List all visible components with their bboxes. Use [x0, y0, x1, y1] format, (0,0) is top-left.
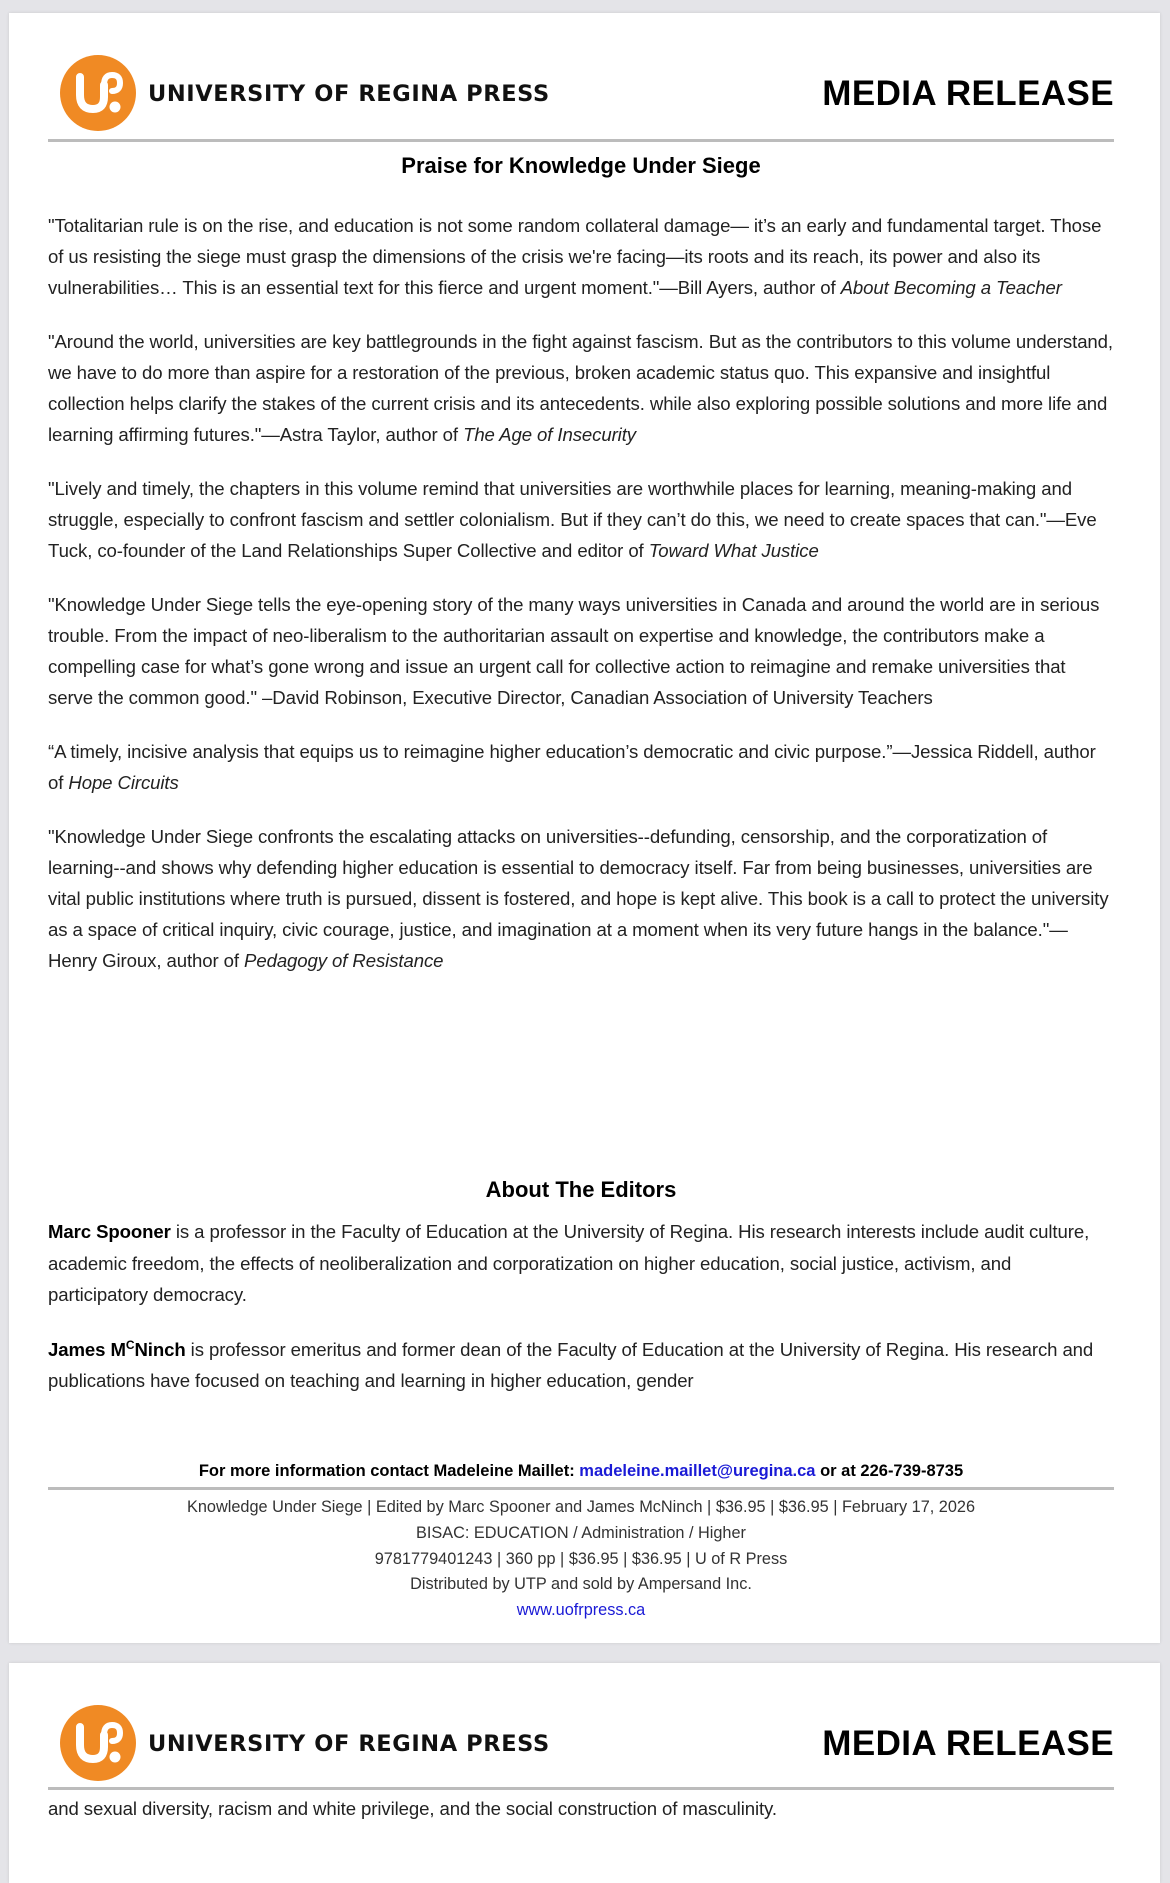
praise-quotes — [48, 210, 1114, 999]
bio-james-mcninch — [48, 1334, 1114, 1397]
quote-text: "Knowledge Under Siege confronts the escalating attacks on universities--defunding, censorship, and the corporatization of learning--and shows why defending higher education is essential to democracy itself. Far from being businesses, universities are vital public institutions where truth is pursued, dissent is fostered, and hope is kept alive. This book is a call to protect the university as a space of critical inquiry, civic courage, justice, and imagination at a moment when its very future hangs in the balance."—Henry Giroux, author of — [48, 826, 1109, 971]
press-name: UNIVERSITY OF REGINA PRESS — [148, 1731, 550, 1757]
quote-bill-ayers — [48, 210, 1114, 303]
contact-email-link[interactable]: madeleine.maillet@uregina.ca — [579, 1462, 816, 1480]
contact-phone: or at 226-739-8735 — [815, 1462, 964, 1480]
praise-section — [48, 153, 1114, 179]
bio-continuation: and sexual diversity, racism and white privilege, and the social construction of masculinity. — [48, 1798, 777, 1819]
contact-info — [48, 1462, 1114, 1481]
contact-prefix: For more information contact Madeleine Maillet: — [198, 1462, 580, 1480]
editor-name-suffix: Ninch — [134, 1338, 186, 1360]
book-summary-line: Knowledge Under Siege | Edited by Marc Spooner and James McNinch | $36.95 | $36.95 | February 17, 2026 — [186, 1498, 976, 1516]
quote-book-title: About Becoming a Teacher — [840, 277, 1062, 298]
quote-astra-taylor — [48, 326, 1114, 450]
quote-book-title: Pedagogy of Resistance — [244, 950, 444, 971]
bisac-line: BISAC: EDUCATION / Administration / Higher — [416, 1523, 746, 1542]
quote-book-title: Hope Circuits — [68, 772, 179, 793]
distribution-line: Distributed by UTP and sold by Ampersand Inc. — [410, 1575, 752, 1594]
editor-name — [48, 1339, 186, 1360]
document-page-2 — [9, 1663, 1160, 1883]
bio-text: is a professor in the Faculty of Education at the University of Regina. His research interests include audit culture, academic freedom, the effects of neoliberalization and corporatization on higher education, social justice, activism, and participatory democracy. — [48, 1221, 1090, 1305]
website-link[interactable]: www.uofrpress.ca — [516, 1601, 646, 1620]
press-name: UNIVERSITY OF REGINA PRESS — [148, 81, 550, 107]
editor-bios — [48, 1216, 1114, 1420]
up-logo-icon — [60, 1705, 136, 1781]
quote-book-title: Toward What Justice — [648, 540, 819, 561]
document-page-1 — [9, 13, 1160, 1643]
quote-text: "Knowledge Under Siege tells the eye-opening story of the many ways universities in Canada and around the world are in serious trouble. From the impact of neo-liberalism to the authoritarian assault on expertise and knowledge, the contributors make a compelling case for what’s gone wrong and issue an urgent call for collective action to reimagine and remake universities that serve the common good." –David Robinson, Executive Director, Canadian Association of University Teachers — [48, 594, 1100, 708]
quote-jessica-riddell — [48, 736, 1114, 798]
editor-name-prefix: James M — [48, 1338, 126, 1360]
quote-henry-giroux — [48, 821, 1114, 976]
isbn-line: 9781779401243 | 360 pp | $36.95 | $36.95 | U of R Press — [374, 1549, 788, 1568]
editors-title: About The Editors — [485, 1177, 677, 1202]
bio-marc-spooner — [48, 1216, 1114, 1311]
header-divider — [48, 139, 1114, 142]
quote-text: “A timely, incisive analysis that equips us to reimagine higher education’s democratic and civic purpose.”—Jessica Riddell, author of — [48, 741, 1096, 793]
page-header — [48, 13, 1114, 141]
bio-text: is professor emeritus and former dean of the Faculty of Education at the University of Regina. His research and publications have focused on teaching and learning in higher education, gender — [48, 1338, 1094, 1391]
editor-name-superscript: C — [125, 1337, 135, 1352]
quote-book-title: The Age of Insecurity — [463, 424, 636, 445]
editor-name: Marc Spooner — [48, 1221, 171, 1242]
contact-line — [48, 1462, 1114, 1481]
quote-david-robinson — [48, 589, 1114, 713]
up-logo-icon — [60, 55, 136, 131]
editors-section — [48, 1177, 1114, 1203]
page-header — [48, 1663, 1114, 1791]
continued-bio — [48, 1793, 1114, 1848]
book-details — [48, 1495, 1114, 1624]
media-release-title: MEDIA RELEASE — [822, 74, 1114, 113]
footer-divider — [48, 1487, 1114, 1490]
media-release-title: MEDIA RELEASE — [822, 1724, 1114, 1763]
quote-text: "Totalitarian rule is on the rise, and education is not some random collateral damage— it’s an early and fundamental target. Those of us resisting the siege must grasp the dimensions of the crisis we're facing—its roots and its reach, its power and also its vulnerabilities… This is an essential text for this fierce and urgent moment."—Bill Ayers, author of — [48, 215, 1102, 298]
quote-text: "Lively and timely, the chapters in this volume remind that universities are worthwhile places for learning, meaning-making and struggle, especially to confront fascism and settler colonialism. But if they can’t do this, we need to create spaces that can."—Eve Tuck, co-founder of the Land Relationships Super Collective and editor of — [48, 478, 1097, 561]
header-divider — [48, 1787, 1114, 1790]
quote-eve-tuck — [48, 473, 1114, 566]
praise-title: Praise for Knowledge Under Siege — [401, 153, 761, 178]
quote-text: "Around the world, universities are key battlegrounds in the fight against fascism. But as the contributors to this volume understand, we have to do more than aspire for a restoration of the previous, broken academic status quo. This expansive and insightful collection helps clarify the stakes of the current crisis and its antecedents. while also exploring possible solutions and more life and learning affirming futures."—Astra Taylor, author of — [48, 331, 1113, 445]
